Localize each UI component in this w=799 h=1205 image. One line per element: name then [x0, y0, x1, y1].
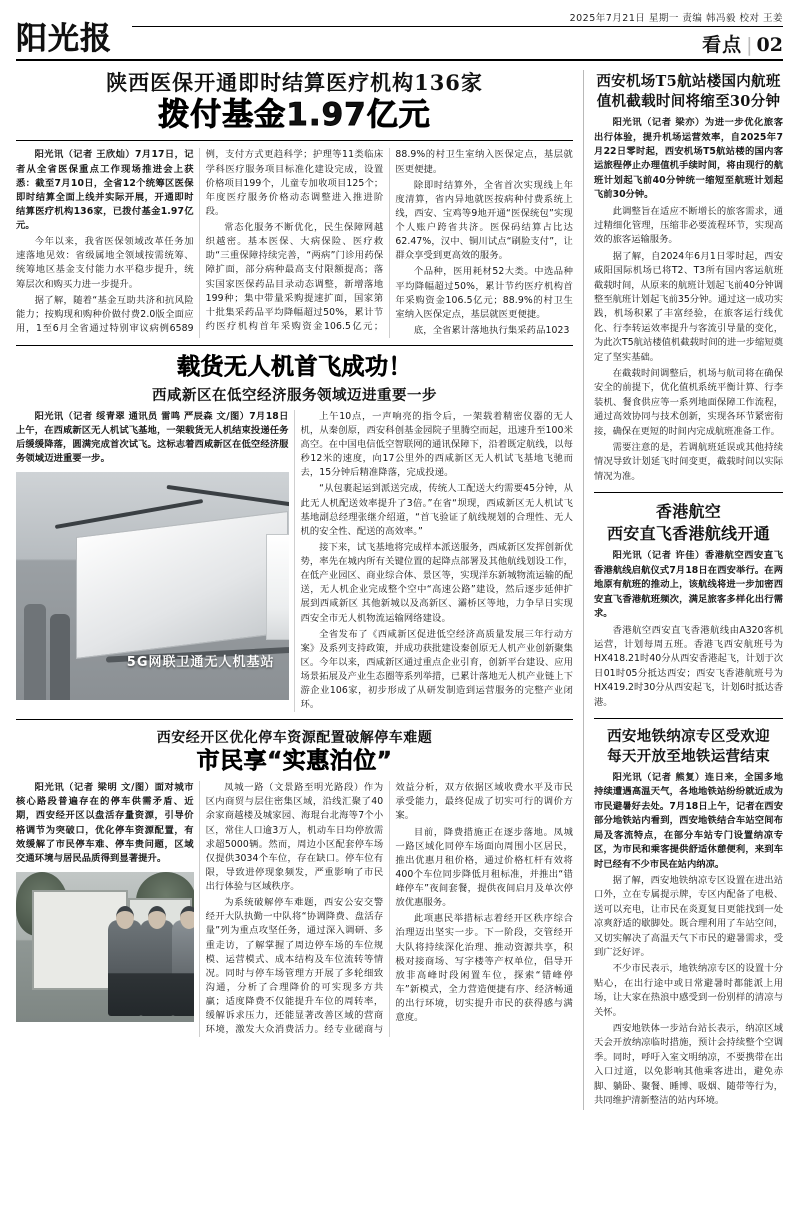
masthead-right: [112, 10, 783, 57]
hongkong-headline-line2: 西安直飞香港航线开通: [606, 523, 770, 543]
paragraph: 据了解，自2024年6月1日零时起，西安咸阳国际机场已将T2、T3所有国内客运航班截载时间，从原来的航班计划起飞前40分钟调整至航班计划起飞前35分钟。通过这一成功实践，机场积累了丰富经验，在旅客运行线优化、行李转运效率提升与客流引导量的变化，为此次T5航站楼值机截载时间的进一步缩短奠定了坚实基础。: [594, 250, 783, 363]
parking-photo: [16, 872, 194, 1022]
traffic-officer: [108, 920, 142, 1016]
airport-headline: [594, 72, 783, 111]
divider: [16, 345, 573, 346]
drone-fuselage: [266, 534, 289, 640]
metro-headline-line2: 每天开放至地铁运营结束: [607, 747, 770, 765]
paragraph: 在截载时间调整后，机场与航司将在确保安全的前提下，优化值机系统平衡计算、行李装机、餐食供应等一系列地面保障工作流程，通过高效协同与技术创新，实现各环节紧密衔接，确保在更短的时间内完成航班准备工作。: [594, 368, 783, 437]
drone-photo: [16, 472, 289, 700]
page-number: 02: [756, 34, 783, 56]
parking-headline-block: [16, 727, 573, 776]
article-hongkong-airlines: [594, 501, 783, 710]
drone-headline: 载货无人机首飞成功！: [177, 354, 412, 381]
divider: [594, 492, 783, 493]
hongkong-headline: [594, 501, 783, 544]
paragraph: 底，全省累计落地执行集采药品1023: [413, 324, 570, 336]
main-column: [16, 70, 584, 1110]
newspaper-logo: 阳光报: [16, 21, 112, 57]
paragraph: 阳光讯（记者 许佳）香港航空西安直飞香港航线启航仪式7月18日在西安举行。在两地原有航班的推动上，该航线将进一步加密西安直飞香港航班频次，满足旅客多样化出行需求。: [594, 550, 783, 620]
drone-article-body: [16, 410, 573, 713]
paragraph: 据了解，西安地铁纳凉专区设置在进出站口外，立在专属提示牌，专区内配备了电极、送可以充电，让市民在炎夏复日更能找到一处凉爽舒适的歇脚处。既合理利用了车站空间，又切实解决了高温天气下市民的避暑需求，受到广泛好评。: [594, 874, 783, 958]
paragraph: 不少市民表示，地铁纳凉专区的设置十分贴心，在出行途中或日常避暑时都能派上用场，让大家在热浪中感受到一份别样的清凉与关怀。: [594, 963, 783, 1018]
paragraph: 阳光讯（记者 王欣灿）7月17日，记者从全省医保重点工作现场推进会上获悉：截至7月10日，全省12个统筹区医保即时结算全面上线并实际开展，开通即时结算医疗机构136家，已拨付基金1.97亿元。: [16, 149, 194, 232]
photo-scene: [16, 872, 194, 1022]
paragraph: 凤城一路（文景路至明光路段）作为区内商贸与层住密集区域，沿线汇聚了40余家商越楼及城家园、海琨台北海等7个小区，常住人口逾3万人，机动车日均停放需求超5000辆。然而，周边小区配套停车场仅提供3034个车位，存在缺口。停车位有限，导致进停现象频发，严重影响了市民出行体验与区域秩序。: [205, 782, 384, 893]
lead-shoulder-headline: 陕西医保开通即时结算医疗机构136家: [106, 70, 483, 95]
paragraph: 目前，降费措施正在逐步落地。凤城一路区域化同停车场面向周围小区居民，推出优惠月租价格，通过价格杠杆有效将400个车位同步降低月租标准，并推出“错峰停车”夜间套餐，提供夜间启月及单次停放优惠服务。: [395, 826, 573, 909]
paragraph: 接下来，试飞基地将完成样本派送服务，西咸新区发挥创新优势，率先在城内所有关键位置的起降点部署及其他航线划设工作，在低产业园区、商业综合体、景区等，实现洋东新城物流运输的配送，无人机企业完成整个空中“高速公路”建设，然后逐步延伸扩展到西咸新区 其他新城以及高新区、灞桥区等地，力争早日实现西安全市无人机物流运输网络建设。: [300, 541, 574, 624]
section-name: 看点: [702, 34, 743, 56]
divider: [16, 719, 573, 720]
paragraph: 香港航空西安直飞香港航线由A320客机运营，计划每周五班。香港飞西安航班号为HX418.21时40分从西安香港起飞，计划于次日01时05分抵达西安；西安飞香港航班号为HX419.2时30分从西安起飞，计划6时抵达香港。: [594, 624, 783, 708]
divider: [16, 140, 573, 141]
right-column: [584, 70, 783, 1110]
paragraph: 西安地铁体一步站台站长表示，纳凉区域天会开放纳凉临时措施，预计会持续整个空调季。同时，呼吁入室文明纳凉，不要携带在出入口过道，以免影响其他乘客进出，避免赤脚、躺卧、聚餐、睡博、吸烟、随带等行为，共同维护清新整洁的站内环境。: [594, 1022, 783, 1106]
paragraph: 需要注意的是，若调航班延误或其他持续情况导致计划延飞时间变更，截载时间以实际情况为准。: [594, 442, 783, 482]
article-parking: [16, 727, 573, 1037]
paragraph: 阳光讯（记者 梁亦）为进一步优化旅客出行体验，提升机场运营效率，自2025年7月22日零时起，西安机场T5航站楼的国内客运旅程停止办理值机手续时间，将由现行的航班计划起飞前40分钟统一缩短至航班计划起飞前30分钟。: [594, 117, 783, 201]
issue-meta: 2025年7月21日 星期一 责编 韩冯毅 校对 王姜: [132, 10, 783, 27]
paragraph: 此项惠民举措标志着经开区秩序综合治理迈出坚实一步。下一阶段，交管经开大队将持续深化治理、推动资源共享，积极对接商场、写字楼等产权单位，倡导开放非高峰时段闲置车位，探索“错峰停车”新模式，全力营造便捷有序、经济畅通的出行环境，切实提升市民的获得感与满意度。: [395, 913, 573, 1024]
paragraph: “从包裹起运到派送完成，传统人工配送大约需要45分钟，从此无人机配送效率提升了3倍。”在省“坝现，西咸新区无人机试飞基地副总经理张继介绍道，“首飞验证了航线规划的合理性、无人机的安全性、配送的高效率。”: [300, 483, 573, 537]
article-cargo-drone: [16, 353, 573, 712]
section-separator: |: [746, 34, 753, 56]
page-body: [16, 70, 783, 1110]
article-medical-insurance: [16, 70, 573, 338]
paragraph: 上午10点，一声响亮的指令后，一架载着精密仪器的无人机，从秦创原，西安科创基金园院子里腾空而起，迅速升至100米高空。在中国电信低空智联网的通讯保障下，沿着既定航线，以每秒12米的速度，向17公里外的西咸新区无人机试飞基地飞驰而去，15分钟后精准降落，完成投递。: [300, 410, 574, 479]
airport-headline-line1: 西安机场T5航站楼国内航班: [596, 73, 781, 90]
article-airport-checkin: [594, 72, 783, 484]
paragraph: 个品种，医用耗材52大类。中选品种平均降幅超过50%，累计节约医疗机构首年采购资金106.5亿元；88.9%的村卫生室纳入医保定点，基层就医更便捷。: [395, 266, 573, 320]
paragraph: 今年以来，我省医保领域改革任务加速落地见效：省级属地全领域按需统筹、统筹地区基金支付能力水平稳步提升，统筹层次和购买力进一步提升。: [16, 236, 194, 290]
hongkong-headline-line1: 香港航空: [655, 502, 722, 522]
paragraph: 全省发布了《西咸新区促进低空经济高质量发展三年行动方案》及系列支持政策，并成功获批建设秦创原无人机产业创新聚集区。今年以来，西咸新区通过重点企业引育，创新平台建设、应用场景拓展及产业生态圈等系列举措，已累计落地无人机产业链上下游企业106家，初步形成了从研发制造到运营服务的完整产业闭环。: [300, 628, 574, 711]
metro-headline: [594, 727, 783, 766]
section-indicator: [132, 30, 783, 57]
drone-subhead: 西咸新区在低空经济服务领域迈进重要一步: [152, 386, 437, 404]
parking-article-body: [16, 781, 573, 1037]
paragraph: 为系统破解停车难题，西安公安交警经开大队执勤一中队将“协调降费、盘活存量”列为重点攻坚任务，通过深入调研、多重走访，了解掌握了周边停车场的车位规模、运营模式、成本结构及车位流转等情况。同时与停车场管理方开展了多轮细致沟通，分析了合理降价的可实现多方共赢；适度降费不仅能提升车位的周转率，缓解诉求压力，还能显著改善区域的营商环境，激发大众消费活力。经专业磋商与效益分析，双方依据区域收费水平及市民承受能力，最终促成了切实可行的调价方案。: [205, 782, 573, 1036]
paragraph: 阳光讯（记者 绥青翠 通讯员 雷鸣 严辰森 文/图）7月18日上午，在西咸新区无人机试飞基地，一架载货无人机结束投递任务后缓缓降落，圆满完成首次试飞。这标志着西咸新区在低空经济服务领域迈进重要一步。: [16, 410, 289, 465]
divider: [594, 718, 783, 719]
metro-headline-line1: 西安地铁纳凉专区受欢迎: [607, 727, 770, 745]
parking-headline: 市民享“实惠泊位”: [196, 748, 393, 775]
traffic-officer: [172, 920, 194, 1016]
traffic-officer: [140, 920, 174, 1016]
paragraph: 阳光讯（记者 梁明 文/图）面对城市核心路段普遍存在的停车供需矛盾、近期，西安经开区以盘活存量资源，引导价格调节为突破口，优化停车资源配置，有效缓解了市民停车难、停车贵问题，区域交通环境与居民品质得到显著提升。: [16, 782, 194, 864]
photo-caption: 5G网联卫通无人机基站: [126, 655, 275, 671]
lead-main-headline: 拨付基金1.97亿元: [158, 97, 431, 134]
paragraph: 阳光讯（记者 熊复）连日来，全国多地持续遭遇高温天气，各地地铁站纷纷就近成为市民避暑好去处。7月18日上午，记者在西安部分地铁站内看到，西安地铁结合车站空间布局及客流特点，在部分车站专门设置纳凉专区，为市民和乘客提供舒适休憩便利，来到车时已经有不少市民在站内纳凉。: [594, 772, 783, 870]
paragraph: 常态化服务不断优化，民生保障网越织越密。基本医保、大病保险、医疗救助“三重保障持续完善，“两病”门诊用药保障扩面，部分病种最高支付限额提高；落实国家医保药品目录动态调整，新增落地199种；集中带量采购提速扩面，国家第十批集采药品平均降幅超过50%，累计节约医疗机构首年采购资金106.5亿元；88.9%的村卫生室纳入医保定点，基层就医更便捷。: [205, 149, 573, 332]
parking-shoulder-headline: 西安经开区优化停车资源配置破解停车难题: [156, 730, 433, 747]
drone-headline-block: [16, 353, 573, 405]
airport-headline-line2: 值机截载时间将缩至30分钟: [596, 92, 781, 110]
paragraph: 此调整旨在适应不断增长的旅客需求，通过精细化管理，压缩非必要流程环节，实现高效的旅客运输服务。: [594, 205, 783, 246]
article-metro-cooling-zone: [594, 727, 783, 1108]
paragraph: 据了解，随着“基金互助共济和抗风险能力；按购现和购种价做付费2.0版全面应用，1至6月全省通过特别审议病例6589例，支付方式更趋科学；护理等11类临床学科医疗服务项目标准化建设完成，设置价格项目199个，儿童专加收项目125个；年度医疗服务价格动态调整进入推进阶段。: [16, 149, 384, 334]
masthead: [16, 10, 783, 61]
paragraph: 除即时结算外，全省首次实现线上年度清算，省内异地就医按病种付费系统上线，西安、宝鸡等9地开通“医保统包”实现个人账户跨省共济。医保码结算占比达62.47%，汉中、铜川试点“刷脸支付”，让群众享受到更高效的服务。: [395, 179, 573, 262]
lead-article-body: [16, 148, 573, 338]
lead-headline-block: [16, 70, 573, 134]
